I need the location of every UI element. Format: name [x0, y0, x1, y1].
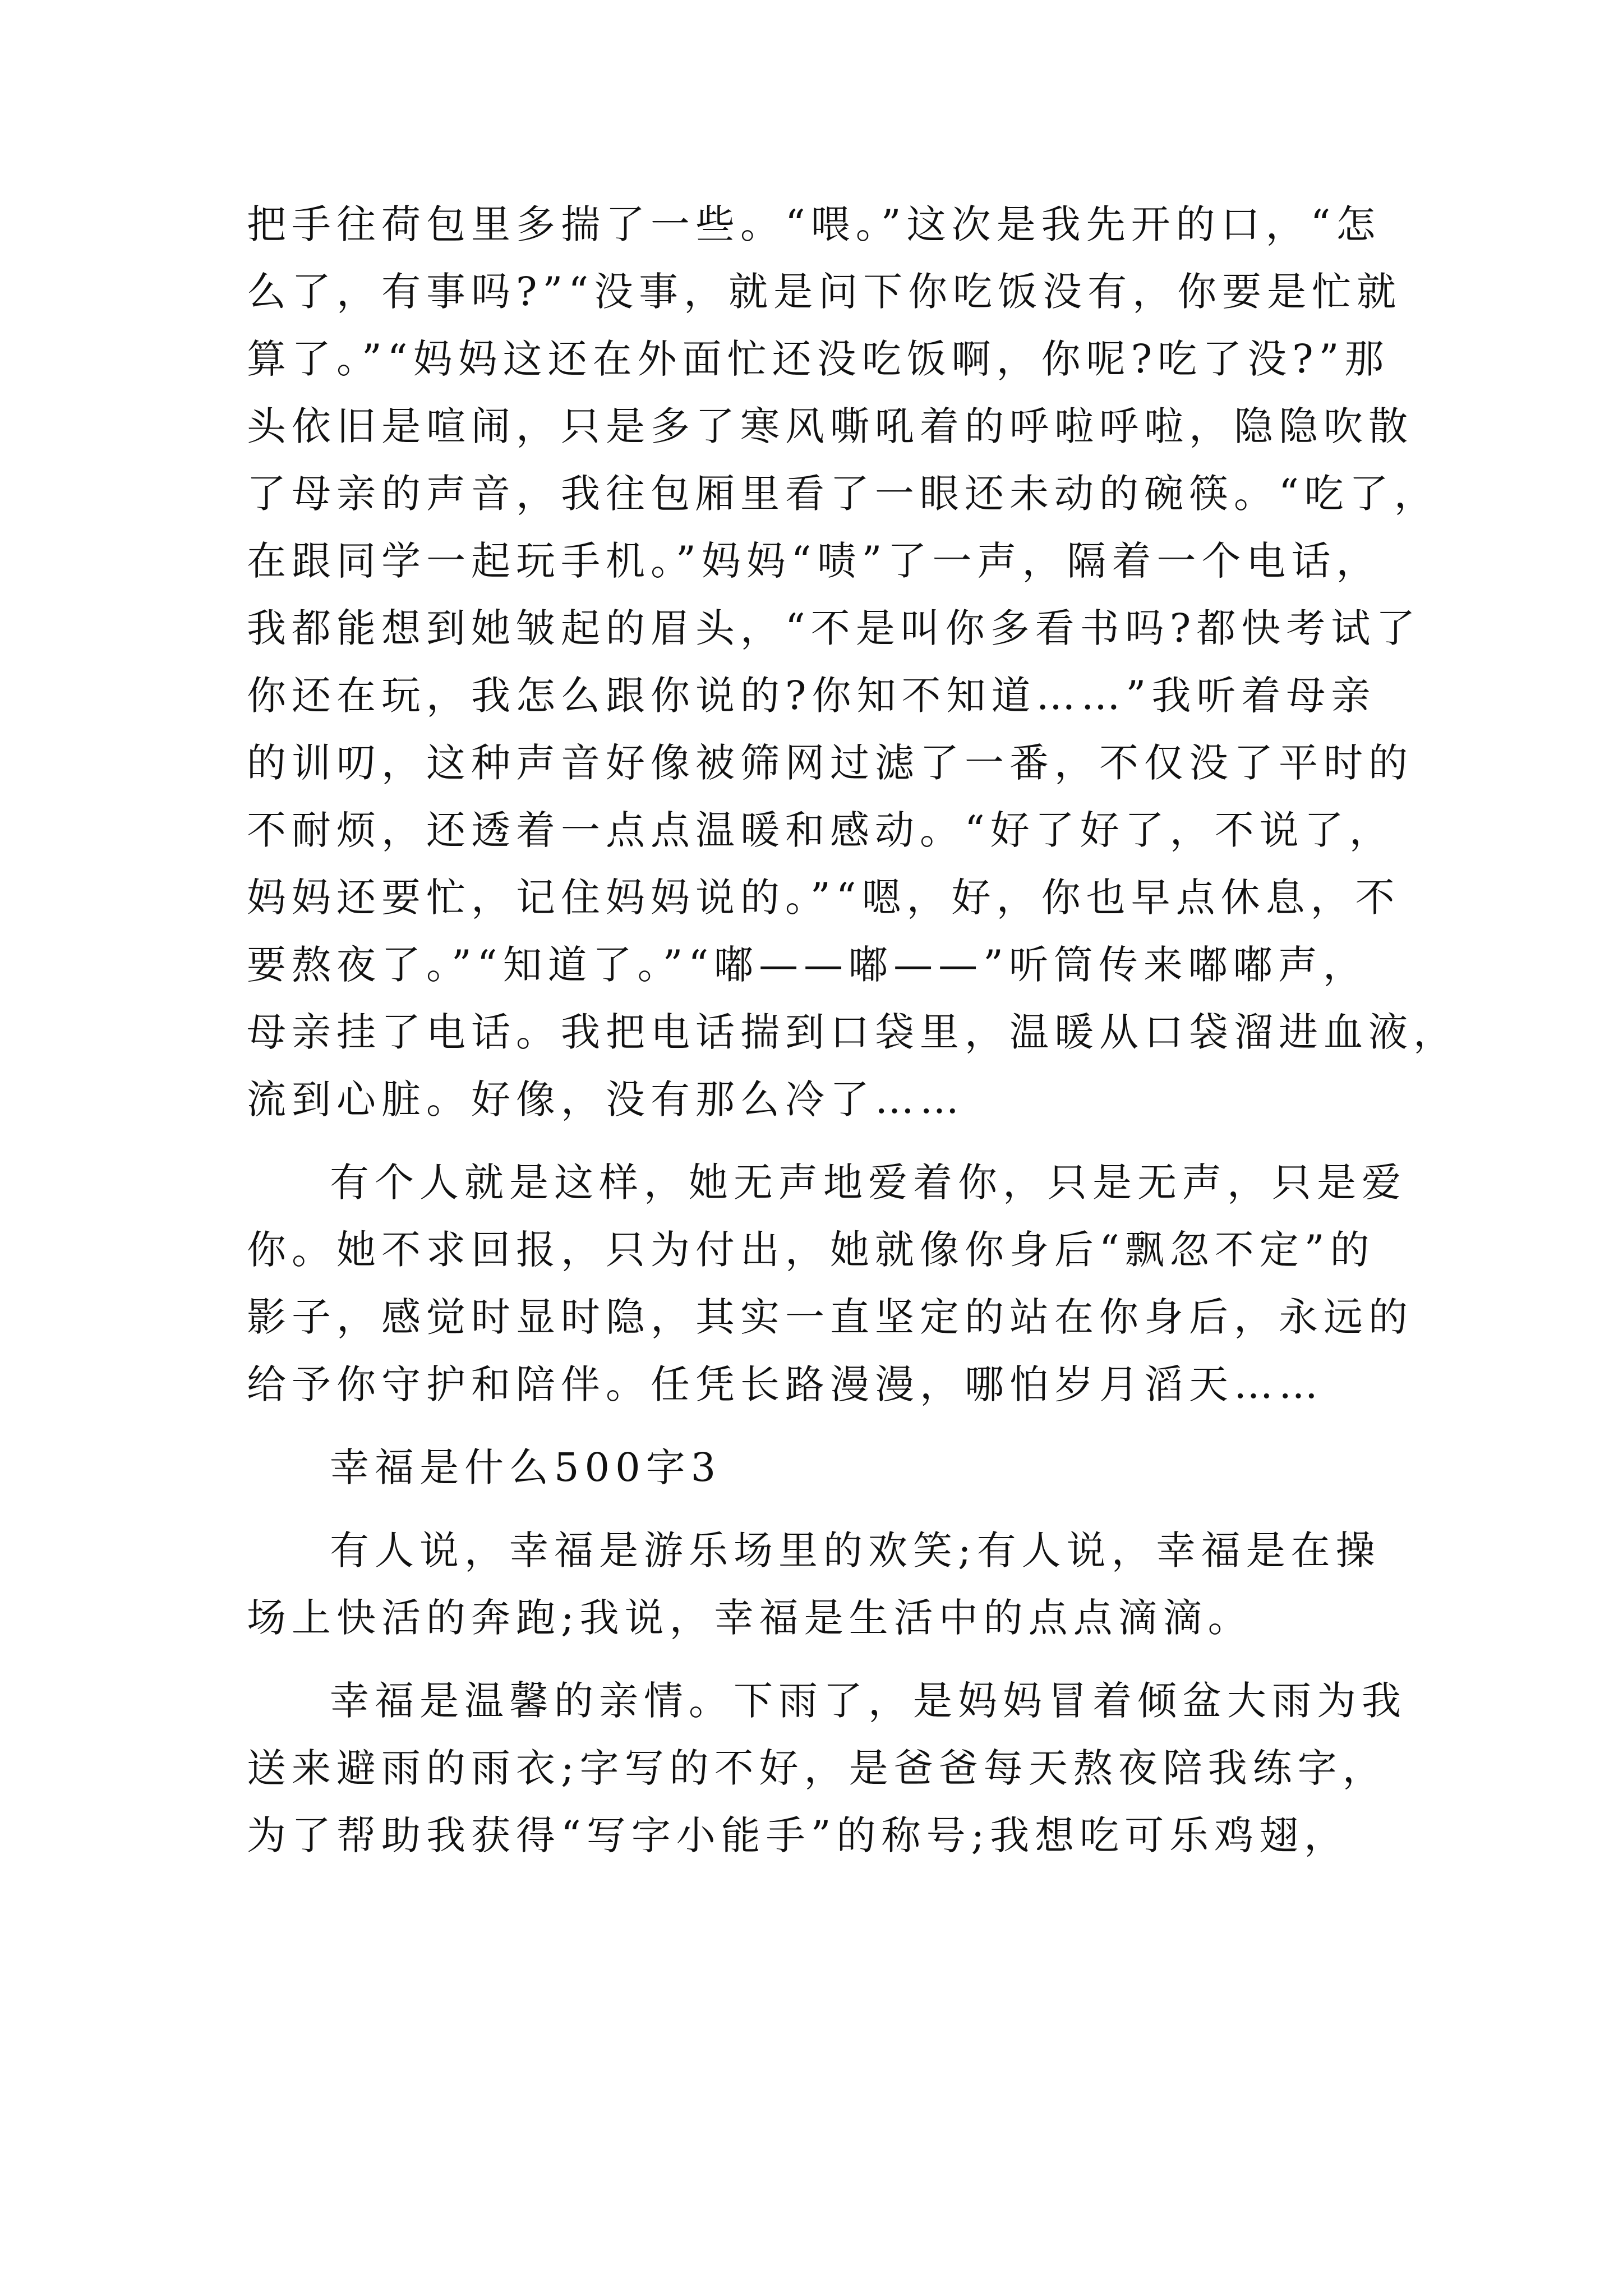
- paragraph-family-warmth: [247, 1667, 1407, 1869]
- text-line: 妈妈还要忙，记住妈妈说的。”“嗯，好，你也早点休息，不: [247, 875, 1400, 921]
- text-line: 了母亲的声音，我往包厢里看了一眼还未动的碗筷。“吃了，: [247, 471, 1439, 517]
- paragraph-what-is-happiness: [247, 1517, 1391, 1651]
- text-line: 送来避雨的雨衣;字写的不好，是爸爸每天熬夜陪我练字，: [247, 1745, 1387, 1791]
- text-line: 给予你守护和陪伴。任凭长路漫漫，哪怕岁月滔天……: [247, 1361, 1324, 1407]
- text-line: 母亲挂了电话。我把电话揣到口袋里，温暖从口袋溜进血液，: [247, 1009, 1458, 1055]
- text-line: 影子，感觉时显时隐，其实一直坚定的站在你身后，永远的: [247, 1294, 1413, 1340]
- text-line: 你还在玩，我怎么跟你说的?你知不知道……”我听着母亲: [247, 673, 1376, 719]
- text-line: 我都能想到她皱起的眉头，“不是叫你多看书吗?都快考试了: [247, 605, 1421, 651]
- text-line: 头依旧是喧闹，只是多了寒风嘶吼着的呼啦呼啦，隐隐吹散: [247, 403, 1413, 449]
- document-body: [247, 191, 1458, 1869]
- heading-text: 幸福是什么500字3: [330, 1444, 722, 1490]
- text-line: 要熬夜了。”“知道了。”“嘟——嘟——”听筒传来嘟嘟声，: [247, 942, 1368, 988]
- text-line: 场上快活的奔跑;我说，幸福是生活中的点点滴滴。: [247, 1595, 1253, 1641]
- text-line: 在跟同学一起玩手机。”妈妈“啧”了一声，隔着一个电话，: [247, 538, 1381, 584]
- section-heading: [247, 1434, 1391, 1501]
- text-line: 流到心脏。好像，没有那么冷了……: [247, 1076, 965, 1122]
- paragraph-phone-call: [247, 191, 1458, 1133]
- text-line: 为了帮助我获得“写字小能手”的称号;我想吃可乐鸡翅，: [247, 1812, 1349, 1858]
- text-line: 把手往荷包里多揣了一些。“喂。”这次是我先开的口，“怎: [247, 201, 1381, 247]
- text-line: 有人说，幸福是游乐场里的欢笑;有人说，幸福是在操: [330, 1527, 1381, 1573]
- paragraph-silent-love: [247, 1149, 1413, 1418]
- text-line: 的训叨，这种声音好像被筛网过滤了一番，不仅没了平时的: [247, 740, 1413, 786]
- text-line: 幸福是温馨的亲情。下雨了，是妈妈冒着倾盆大雨为我: [330, 1678, 1407, 1724]
- text-line: 不耐烦，还透着一点点温暖和感动。“好了好了，不说了，: [247, 807, 1394, 853]
- text-line: 么了，有事吗?”“没事，就是问下你吃饭没有，你要是忙就: [247, 269, 1402, 315]
- text-line: 你。她不求回报，只为付出，她就像你身后“飘忽不定”的: [247, 1227, 1375, 1273]
- text-line: 算了。”“妈妈这还在外面忙还没吃饭啊，你呢?吃了没?”那: [247, 336, 1390, 382]
- text-line: 有个人就是这样，她无声地爱着你，只是无声，只是爱: [330, 1159, 1407, 1205]
